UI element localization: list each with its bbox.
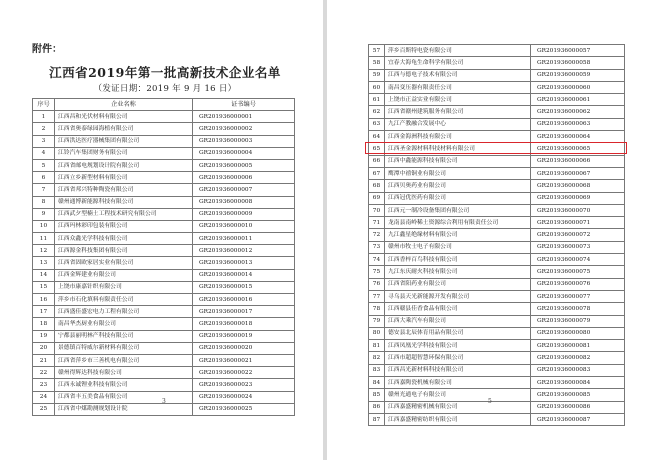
cell-company-name: 南昌变压器有限责任公司 bbox=[385, 81, 531, 93]
cell-certificate-number: GR201936000012 bbox=[193, 245, 295, 257]
cell-index: 68 bbox=[369, 180, 385, 192]
cell-company-name: 宜春大海龟生命科学有限公司 bbox=[385, 57, 531, 69]
table-row bbox=[369, 69, 625, 81]
cell-index: 3 bbox=[33, 135, 55, 147]
cell-certificate-number: GR201936000002 bbox=[193, 123, 295, 135]
cell-certificate-number: GR201936000006 bbox=[193, 172, 295, 184]
cell-index: 8 bbox=[33, 196, 55, 208]
cell-company-name: 江西省赣州建筑服务有限公司 bbox=[385, 106, 531, 118]
cell-index: 6 bbox=[33, 172, 55, 184]
cell-company-name: 江西金辉建业有限公司 bbox=[55, 269, 193, 281]
table-row bbox=[369, 45, 625, 57]
cell-certificate-number: GR201936000087 bbox=[531, 413, 625, 425]
table-row bbox=[33, 379, 295, 391]
cell-certificate-number: GR201936000020 bbox=[193, 342, 295, 354]
cell-certificate-number: GR201936000086 bbox=[531, 401, 625, 413]
cell-index: 18 bbox=[33, 318, 55, 330]
cell-company-name: 赣州通博新能源科技有限公司 bbox=[55, 196, 193, 208]
cell-company-name: 江西赣县佳香食品有限公司 bbox=[385, 303, 531, 315]
table-row bbox=[369, 131, 625, 143]
cell-company-name: 上饶市正益实业有限公司 bbox=[385, 94, 531, 106]
cell-company-name: 江西嘉盛精密机械有限公司 bbox=[385, 401, 531, 413]
cell-index: 13 bbox=[33, 257, 55, 269]
cell-index: 87 bbox=[369, 413, 385, 425]
cell-index: 65 bbox=[369, 143, 385, 155]
cell-company-name: 江西省奥泰绿园海植有限公司 bbox=[55, 123, 193, 135]
cell-company-name: 萍乡市石化填料有限责任公司 bbox=[55, 294, 193, 306]
table-row bbox=[33, 367, 295, 379]
cell-certificate-number: GR201936000013 bbox=[193, 257, 295, 269]
cell-company-name: 德安县北辰体育用品有限公司 bbox=[385, 327, 531, 339]
table-row bbox=[369, 57, 625, 69]
cell-certificate-number: GR201936000068 bbox=[531, 180, 625, 192]
cell-certificate-number: GR201936000010 bbox=[193, 220, 295, 232]
table-row bbox=[369, 352, 625, 364]
cell-index: 77 bbox=[369, 290, 385, 302]
cell-index: 84 bbox=[369, 377, 385, 389]
cell-certificate-number: GR201936000019 bbox=[193, 330, 295, 342]
table-row bbox=[33, 111, 295, 123]
table-row bbox=[33, 342, 295, 354]
cell-index: 71 bbox=[369, 217, 385, 229]
cell-certificate-number: GR201936000003 bbox=[193, 135, 295, 147]
table-row bbox=[369, 241, 625, 253]
cell-company-name: 江西凤凰光学科技有限公司 bbox=[385, 340, 531, 352]
cell-certificate-number: GR201936000075 bbox=[531, 266, 625, 278]
cell-company-name: 江西圣金源材料科技材料有限公司 bbox=[385, 143, 531, 155]
table-row bbox=[369, 377, 625, 389]
table-row bbox=[369, 413, 625, 425]
table-row bbox=[33, 354, 295, 366]
cell-company-name: 江西洪达医疗器械集团有限公司 bbox=[55, 135, 193, 147]
cell-company-name: 宁都县丽明林产科技有限公司 bbox=[55, 330, 193, 342]
cell-certificate-number: GR201936000007 bbox=[193, 184, 295, 196]
cell-company-name: 江西嘉陶瓷机械有限公司 bbox=[385, 377, 531, 389]
cell-company-name: 九江鑫星绝缘材料有限公司 bbox=[385, 229, 531, 241]
issue-date: （发证日期：2019 年 9 月 16 日） bbox=[93, 84, 237, 94]
cell-index: 11 bbox=[33, 233, 55, 245]
cell-company-name: 萍乡百斯特电瓷有限公司 bbox=[385, 45, 531, 57]
cell-index: 78 bbox=[369, 303, 385, 315]
cell-index: 16 bbox=[33, 294, 55, 306]
cell-index: 5 bbox=[33, 159, 55, 171]
cell-certificate-number: GR201936000009 bbox=[193, 208, 295, 220]
cell-certificate-number: GR201936000062 bbox=[531, 106, 625, 118]
cell-certificate-number: GR201936000066 bbox=[531, 155, 625, 167]
cell-certificate-number: GR201936000085 bbox=[531, 389, 625, 401]
cell-company-name: 江西众鑫光学科技有限公司 bbox=[55, 233, 193, 245]
cell-company-name: 江西省阳药业有限公司 bbox=[385, 278, 531, 290]
cell-certificate-number: GR201936000067 bbox=[531, 167, 625, 179]
enterprise-table-right bbox=[368, 44, 625, 426]
cell-company-name: 赣州光通电子有限公司 bbox=[385, 389, 531, 401]
cell-company-name: 江西香梓百鸟科技有限公司 bbox=[385, 254, 531, 266]
cell-certificate-number: GR201936000014 bbox=[193, 269, 295, 281]
table-row bbox=[33, 208, 295, 220]
table-row bbox=[33, 147, 295, 159]
table-row bbox=[369, 278, 625, 290]
cell-index: 63 bbox=[369, 118, 385, 130]
table-row bbox=[33, 196, 295, 208]
cell-certificate-number: GR201936000081 bbox=[531, 340, 625, 352]
cell-company-name: 江西玛林彩印包装有限公司 bbox=[55, 220, 193, 232]
table-row bbox=[369, 118, 625, 130]
cell-index: 74 bbox=[369, 254, 385, 266]
cell-index: 79 bbox=[369, 315, 385, 327]
cell-company-name: 江西省中煤勘测规划设计院 bbox=[55, 403, 193, 415]
cell-company-name: 江西贝奥药业有限公司 bbox=[385, 180, 531, 192]
table-row bbox=[369, 389, 625, 401]
cell-index: 60 bbox=[369, 81, 385, 93]
cell-company-name: 鹰潭中禧铜业有限公司 bbox=[385, 167, 531, 179]
table-row bbox=[369, 303, 625, 315]
cell-company-name: 江西省固欧家居实业有限公司 bbox=[55, 257, 193, 269]
cell-company-name: 九江东庆耐火科技有限公司 bbox=[385, 266, 531, 278]
cell-certificate-number: GR201936000017 bbox=[193, 306, 295, 318]
cell-index: 59 bbox=[369, 69, 385, 81]
table-row bbox=[33, 330, 295, 342]
cell-index: 76 bbox=[369, 278, 385, 290]
cell-company-name: 江西昌光新材料科技有限公司 bbox=[385, 364, 531, 376]
header-certificate-number: 证书编号 bbox=[193, 99, 295, 111]
table-row bbox=[369, 340, 625, 352]
document-title: 江西省2019年第一批高新技术企业名单 bbox=[49, 65, 281, 80]
cell-company-name: 江西省邦兴特种陶瓷有限公司 bbox=[55, 184, 193, 196]
cell-company-name: 江西立乡新型材料有限公司 bbox=[55, 172, 193, 184]
cell-certificate-number: GR201936000021 bbox=[193, 354, 295, 366]
cell-certificate-number: GR201936000079 bbox=[531, 315, 625, 327]
cell-index: 1 bbox=[33, 111, 55, 123]
cell-certificate-number: GR201936000084 bbox=[531, 377, 625, 389]
cell-index: 20 bbox=[33, 342, 55, 354]
table-row bbox=[33, 318, 295, 330]
enterprise-table-left bbox=[32, 98, 295, 416]
cell-index: 70 bbox=[369, 204, 385, 216]
cell-certificate-number: GR201936000071 bbox=[531, 217, 625, 229]
cell-certificate-number: GR201936000059 bbox=[531, 69, 625, 81]
cell-company-name: 江铃汽车集团财务有限公司 bbox=[55, 147, 193, 159]
header-index: 序号 bbox=[33, 99, 55, 111]
header-company-name: 企业名称 bbox=[55, 99, 193, 111]
cell-company-name: 江西中鑫能源科技有限公司 bbox=[385, 155, 531, 167]
cell-company-name: 江西源金科技集团有限公司 bbox=[55, 245, 193, 257]
cell-index: 58 bbox=[369, 57, 385, 69]
cell-index: 4 bbox=[33, 147, 55, 159]
table-row bbox=[369, 254, 625, 266]
cell-index: 14 bbox=[33, 269, 55, 281]
table-row bbox=[33, 123, 295, 135]
table-row bbox=[369, 81, 625, 93]
cell-company-name: 江西省萍乡市三善机电有限公司 bbox=[55, 354, 193, 366]
cell-company-name: 江西市超超智慧环保有限公司 bbox=[385, 352, 531, 364]
table-row bbox=[33, 184, 295, 196]
cell-index: 23 bbox=[33, 379, 55, 391]
table-row bbox=[369, 217, 625, 229]
cell-certificate-number: GR201936000074 bbox=[531, 254, 625, 266]
table-row bbox=[33, 281, 295, 293]
cell-company-name: 上饶市康嘉针织有限公司 bbox=[55, 281, 193, 293]
cell-certificate-number: GR201936000065 bbox=[531, 143, 625, 155]
table-row bbox=[33, 135, 295, 147]
table-row bbox=[369, 143, 625, 155]
cell-certificate-number: GR201936000025 bbox=[193, 403, 295, 415]
cell-certificate-number: GR201936000072 bbox=[531, 229, 625, 241]
cell-index: 12 bbox=[33, 245, 55, 257]
table-row bbox=[369, 167, 625, 179]
cell-company-name: 江西元一制冷设备集团有限公司 bbox=[385, 204, 531, 216]
page-number-right: 5 bbox=[488, 398, 492, 405]
cell-certificate-number: GR201936000070 bbox=[531, 204, 625, 216]
table-row bbox=[369, 266, 625, 278]
cell-index: 82 bbox=[369, 352, 385, 364]
cell-company-name: 江西盛佳盛宏电力工程有限公司 bbox=[55, 306, 193, 318]
cell-company-name: 江西昌和光伏材料有限公司 bbox=[55, 111, 193, 123]
cell-index: 61 bbox=[369, 94, 385, 106]
cell-company-name: 江西省邮电规划设计院有限公司 bbox=[55, 159, 193, 171]
cell-index: 62 bbox=[369, 106, 385, 118]
table-row bbox=[33, 220, 295, 232]
cell-certificate-number: GR201936000058 bbox=[531, 57, 625, 69]
cell-certificate-number: GR201936000064 bbox=[531, 131, 625, 143]
cell-company-name: 江西与德电子技术有限公司 bbox=[385, 69, 531, 81]
cell-index: 72 bbox=[369, 229, 385, 241]
cell-company-name: 江西嘉盛精密纺织有限公司 bbox=[385, 413, 531, 425]
cell-index: 73 bbox=[369, 241, 385, 253]
table-row bbox=[33, 294, 295, 306]
cell-certificate-number: GR201936000057 bbox=[531, 45, 625, 57]
table-row bbox=[369, 204, 625, 216]
table-row bbox=[369, 327, 625, 339]
table-row bbox=[33, 172, 295, 184]
cell-company-name: 赣州得辉达科技有限公司 bbox=[55, 367, 193, 379]
cell-index: 21 bbox=[33, 354, 55, 366]
cell-certificate-number: GR201936000083 bbox=[531, 364, 625, 376]
table-row bbox=[33, 403, 295, 415]
cell-certificate-number: GR201936000008 bbox=[193, 196, 295, 208]
table-row bbox=[369, 364, 625, 376]
cell-index: 57 bbox=[369, 45, 385, 57]
cell-certificate-number: GR201936000005 bbox=[193, 159, 295, 171]
cell-index: 2 bbox=[33, 123, 55, 135]
cell-index: 80 bbox=[369, 327, 385, 339]
cell-index: 19 bbox=[33, 330, 55, 342]
cell-company-name: 江西金海洲科技有限公司 bbox=[385, 131, 531, 143]
cell-certificate-number: GR201936000076 bbox=[531, 278, 625, 290]
cell-index: 86 bbox=[369, 401, 385, 413]
cell-certificate-number: GR201936000004 bbox=[193, 147, 295, 159]
cell-company-name: 九江产教融合发展中心 bbox=[385, 118, 531, 130]
table-row bbox=[369, 94, 625, 106]
table-row bbox=[33, 245, 295, 257]
table-row bbox=[369, 315, 625, 327]
table-row bbox=[33, 159, 295, 171]
cell-index: 15 bbox=[33, 281, 55, 293]
cell-index: 85 bbox=[369, 389, 385, 401]
cell-certificate-number: GR201936000060 bbox=[531, 81, 625, 93]
cell-certificate-number: GR201936000073 bbox=[531, 241, 625, 253]
cell-index: 9 bbox=[33, 208, 55, 220]
table-row bbox=[33, 269, 295, 281]
table-row bbox=[369, 401, 625, 413]
table-row bbox=[33, 257, 295, 269]
cell-index: 25 bbox=[33, 403, 55, 415]
table-header-row bbox=[33, 99, 295, 111]
cell-certificate-number: GR201936000001 bbox=[193, 111, 295, 123]
cell-index: 66 bbox=[369, 155, 385, 167]
cell-certificate-number: GR201936000022 bbox=[193, 367, 295, 379]
cell-company-name: 江西冠优医药有限公司 bbox=[385, 192, 531, 204]
cell-certificate-number: GR201936000061 bbox=[531, 94, 625, 106]
table-row bbox=[369, 155, 625, 167]
cell-index: 83 bbox=[369, 364, 385, 376]
cell-index: 81 bbox=[369, 340, 385, 352]
cell-company-name: 景德镇百特威尔新材料有限公司 bbox=[55, 342, 193, 354]
attachment-label: 附件： bbox=[32, 44, 62, 55]
cell-certificate-number: GR201936000077 bbox=[531, 290, 625, 302]
cell-certificate-number: GR201936000023 bbox=[193, 379, 295, 391]
cell-certificate-number: GR201936000024 bbox=[193, 391, 295, 403]
table-row bbox=[369, 180, 625, 192]
table-row bbox=[33, 306, 295, 318]
table-row bbox=[369, 290, 625, 302]
cell-certificate-number: GR201936000018 bbox=[193, 318, 295, 330]
table-row bbox=[369, 106, 625, 118]
cell-certificate-number: GR201936000080 bbox=[531, 327, 625, 339]
cell-company-name: 江西永诚锂业科技有限公司 bbox=[55, 379, 193, 391]
cell-index: 64 bbox=[369, 131, 385, 143]
cell-certificate-number: GR201936000078 bbox=[531, 303, 625, 315]
page-number: 3 bbox=[162, 398, 166, 405]
cell-index: 67 bbox=[369, 167, 385, 179]
cell-company-name: 赣州市牧士电子有限公司 bbox=[385, 241, 531, 253]
cell-certificate-number: GR201936000069 bbox=[531, 192, 625, 204]
cell-company-name: 江西大乘汽车有限公司 bbox=[385, 315, 531, 327]
cell-company-name: 南昌华杰厨业有限公司 bbox=[55, 318, 193, 330]
cell-index: 22 bbox=[33, 367, 55, 379]
cell-index: 69 bbox=[369, 192, 385, 204]
cell-certificate-number: GR201936000015 bbox=[193, 281, 295, 293]
table-row bbox=[33, 233, 295, 245]
cell-company-name: 江西武夕型楠土工程技术研究有限公司 bbox=[55, 208, 193, 220]
table-row bbox=[369, 229, 625, 241]
cell-certificate-number: GR201936000016 bbox=[193, 294, 295, 306]
cell-index: 7 bbox=[33, 184, 55, 196]
cell-index: 17 bbox=[33, 306, 55, 318]
cell-company-name: 龙南县南岭稀土资源综合利用有限责任公司 bbox=[385, 217, 531, 229]
cell-index: 75 bbox=[369, 266, 385, 278]
cell-certificate-number: GR201936000082 bbox=[531, 352, 625, 364]
cell-certificate-number: GR201936000011 bbox=[193, 233, 295, 245]
cell-company-name: 寻乌县天光新能源开发有限公司 bbox=[385, 290, 531, 302]
cell-index: 24 bbox=[33, 391, 55, 403]
cell-company-name: 江西省丰五美食品有限公司 bbox=[55, 391, 193, 403]
cell-index: 10 bbox=[33, 220, 55, 232]
cell-certificate-number: GR201936000063 bbox=[531, 118, 625, 130]
document-page-left bbox=[0, 0, 323, 460]
table-row bbox=[369, 192, 625, 204]
